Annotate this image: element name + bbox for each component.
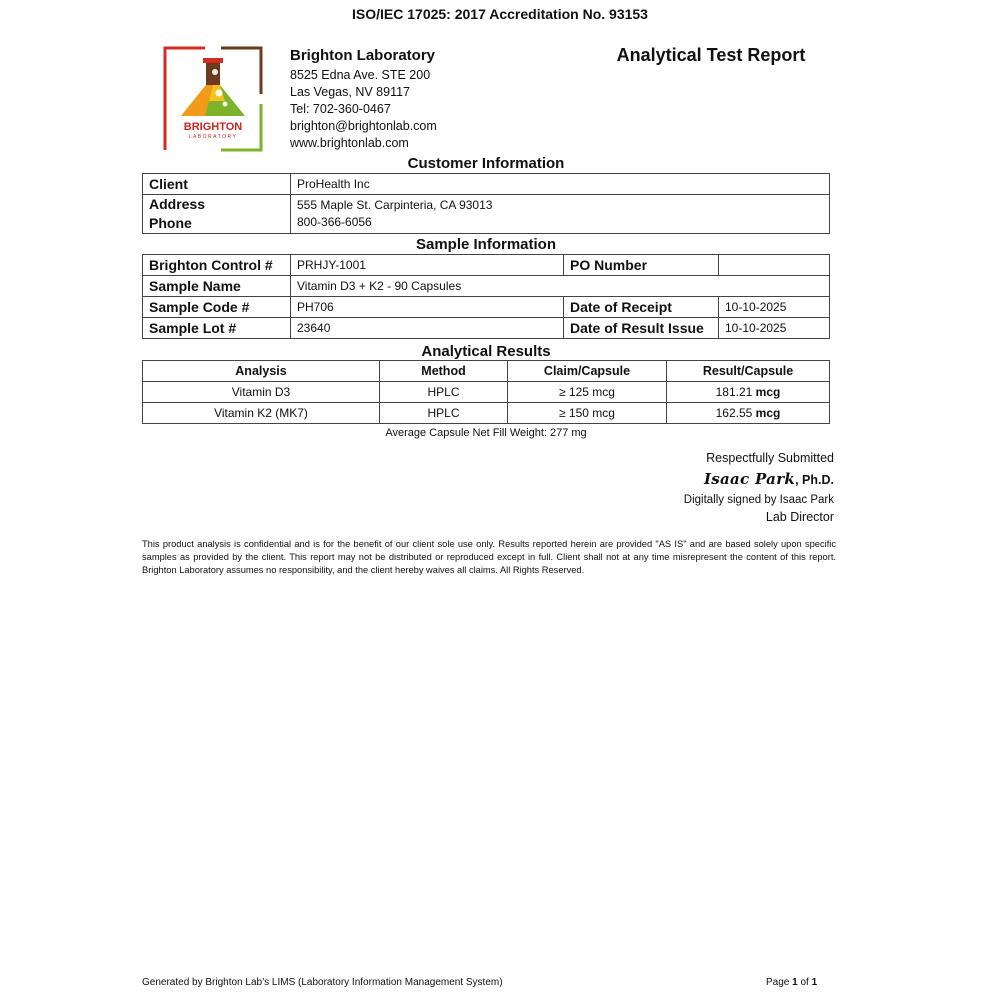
table-row <box>143 297 830 318</box>
po-value <box>719 255 830 276</box>
bubble-icon <box>216 90 223 97</box>
lab-tel: Tel: 702-360-0467 <box>290 102 391 116</box>
table-row <box>143 174 830 195</box>
result-unit: mcg <box>755 385 781 399</box>
lot-label: Sample Lot # <box>143 318 291 339</box>
claim-cell: ≥ 150 mcg <box>508 403 667 424</box>
sample-name-label: Sample Name <box>143 276 291 297</box>
header-result: Result/Capsule <box>667 361 830 382</box>
lot-value: 23640 <box>291 318 564 339</box>
header-analysis: Analysis <box>143 361 380 382</box>
footer-generated: Generated by Brighton Lab’s LIMS (Laboratory Information Management System) <box>142 977 503 988</box>
logo-text-brighton: BRIGHTON <box>183 121 243 133</box>
signature-line <box>704 470 834 488</box>
logo-text-laboratory: LABORATORY <box>188 134 238 140</box>
result-unit: mcg <box>755 406 781 420</box>
table-row <box>143 255 830 276</box>
control-label: Brighton Control # <box>143 255 291 276</box>
header-method: Method <box>380 361 508 382</box>
flask-cap <box>203 58 223 63</box>
phone-value: 800-366-6056 <box>297 215 372 229</box>
result-value: 162.55 <box>715 406 753 420</box>
lab-name: Brighton Laboratory <box>290 47 435 64</box>
signature-credential: , Ph.D. <box>795 473 834 487</box>
customer-info-table <box>142 173 830 234</box>
digital-signature-text: Digitally signed by Isaac Park <box>683 494 834 506</box>
of-word: of <box>800 977 809 988</box>
brighton-logo <box>163 46 263 152</box>
table-row <box>143 195 830 234</box>
fill-weight-note: Average Capsule Net Fill Weight: 277 mg <box>385 427 587 439</box>
analysis-cell: Vitamin D3 <box>143 382 380 403</box>
control-value: PRHJY-1001 <box>291 255 564 276</box>
page-word: Page <box>766 977 790 988</box>
header-claim: Claim/Capsule <box>508 361 667 382</box>
table-row <box>143 276 830 297</box>
phone-label: Phone <box>149 215 192 231</box>
bubble-icon <box>212 69 218 75</box>
signature-script: Isaac Park <box>703 470 796 488</box>
result-value: 181.21 <box>715 385 753 399</box>
bubble-icon <box>223 102 228 107</box>
address-phone-labels <box>143 195 291 234</box>
address-phone-values <box>291 195 830 234</box>
client-label: Client <box>143 174 291 195</box>
po-label: PO Number <box>564 255 719 276</box>
lab-email: brighton@brightonlab.com <box>290 119 437 133</box>
page-number: 1 <box>792 977 798 988</box>
result-cell <box>667 382 830 403</box>
client-value: ProHealth Inc <box>291 174 830 195</box>
report-title: Analytical Test Report <box>616 45 806 65</box>
sample-code-value: PH706 <box>291 297 564 318</box>
issue-label: Date of Result Issue <box>564 318 719 339</box>
page-total: 1 <box>811 977 818 988</box>
claim-cell: ≥ 125 mcg <box>508 382 667 403</box>
logo-frame-brown <box>221 48 261 94</box>
sample-info-table <box>142 254 830 339</box>
sample-code-label: Sample Code # <box>143 297 291 318</box>
lab-address1: 8525 Edna Ave. STE 200 <box>290 68 431 82</box>
sample-name-value: Vitamin D3 + K2 - 90 Capsules <box>291 276 830 297</box>
customer-info-title: Customer Information <box>407 155 565 172</box>
issue-value: 10-10-2025 <box>719 318 830 339</box>
lab-web: www.brightonlab.com <box>290 136 409 150</box>
table-row <box>143 403 830 424</box>
result-cell <box>667 403 830 424</box>
disclaimer-text: This product analysis is confidential and is for the benefit of our client sole use only. Results reported herein are provided "AS IS" and are based solely upon specific samples as provided by the client. This report may not be distributed or reproduced except in full. Client shall not at any time misrepresent the content of this report. Brighton Laboratory assumes no responsibility, and the client hereby waives all claims. All Rights Reserved. <box>142 539 836 575</box>
lab-info <box>290 47 437 152</box>
signer-role: Lab Director <box>765 510 834 524</box>
submitted-text: Respectfully Submitted <box>706 451 834 465</box>
page-indicator <box>766 977 817 988</box>
accreditation-header: ISO/IEC 17025: 2017 Accreditation No. 93153 <box>352 6 648 22</box>
lab-address2: Las Vegas, NV 89117 <box>290 85 410 99</box>
method-cell: HPLC <box>380 382 508 403</box>
sample-info-title: Sample Information <box>415 236 557 253</box>
table-row <box>143 318 830 339</box>
receipt-label: Date of Receipt <box>564 297 719 318</box>
table-header-row <box>143 361 830 382</box>
results-table <box>142 360 830 424</box>
results-title: Analytical Results <box>421 343 551 360</box>
receipt-value: 10-10-2025 <box>719 297 830 318</box>
address-label: Address <box>149 196 206 212</box>
method-cell: HPLC <box>380 403 508 424</box>
address-value: 555 Maple St. Carpinteria, CA 93013 <box>297 198 493 212</box>
analysis-cell: Vitamin K2 (MK7) <box>143 403 380 424</box>
table-row <box>143 382 830 403</box>
